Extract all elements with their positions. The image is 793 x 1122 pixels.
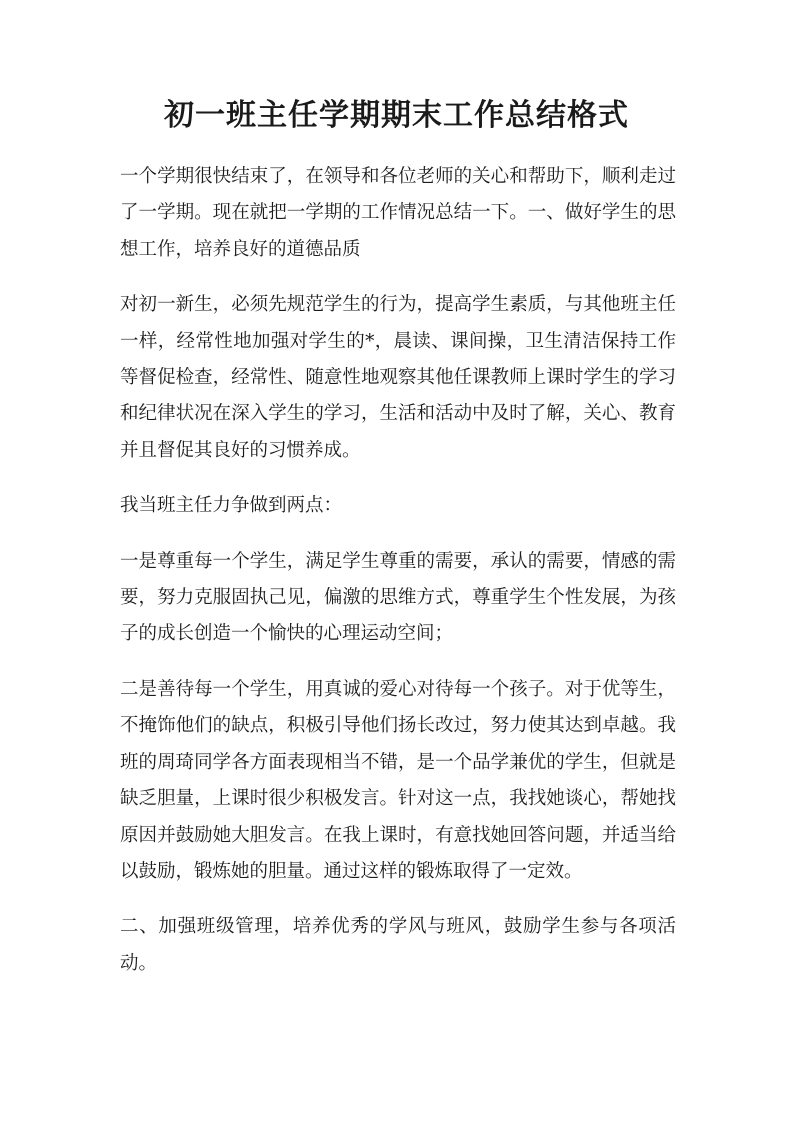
paragraph-respect: 一是尊重每一个学生，满足学生尊重的需要，承认的需要，情感的需要，努力克服固执己见，偏激的思维方式，尊重学生个性发展，为孩子的成长创造一个愉快的心理运动空间； (120, 550, 676, 645)
document-body (120, 159, 676, 1001)
paragraph-intro: 一个学期很快结束了，在领导和各位老师的关心和帮助下，顺利走过了一学期。现在就把一学期的工作情况总结一下。一、做好学生的思想工作，培养良好的道德品质 (120, 166, 676, 260)
paragraph-behavior: 对初一新生，必须先规范学生的行为，提高学生素质，与其他班主任一样，经常性地加强对学生的*，晨读、课间操，卫生清洁保持工作等督促检查，经常性、随意性地观察其他任课教师上课时学生的学习和纪律状况在深入学生的学习，生活和活动中及时了解，关心、教育并且督促其良好的习惯养成。 (120, 294, 676, 461)
paragraph-two-points: 我当班主任力争做到两点： (120, 495, 343, 517)
paragraph-kindness: 二是善待每一个学生，用真诚的爱心对待每一个孩子。对于优等生，不掩饰他们的缺点，积极引导他们扬长改过，努力使其达到卓越。我班的周琦同学各方面表现相当不错，是一个品学兼优的学生，但就是缺乏胆量，上课时很少积极发言。针对这一点，我找她谈心，帮她找原因并鼓励她大胆发言。在我上课时，有意找她回答问题，并适当给以鼓励，锻炼她的胆量。通过这样的锻炼取得了一定效。 (120, 678, 676, 882)
paragraph-class-management: 二、加强班级管理，培养优秀的学风与班风，鼓励学生参与各项活动。 (120, 916, 676, 974)
document-title: 初一班主任学期期末工作总结格式 (164, 98, 629, 133)
